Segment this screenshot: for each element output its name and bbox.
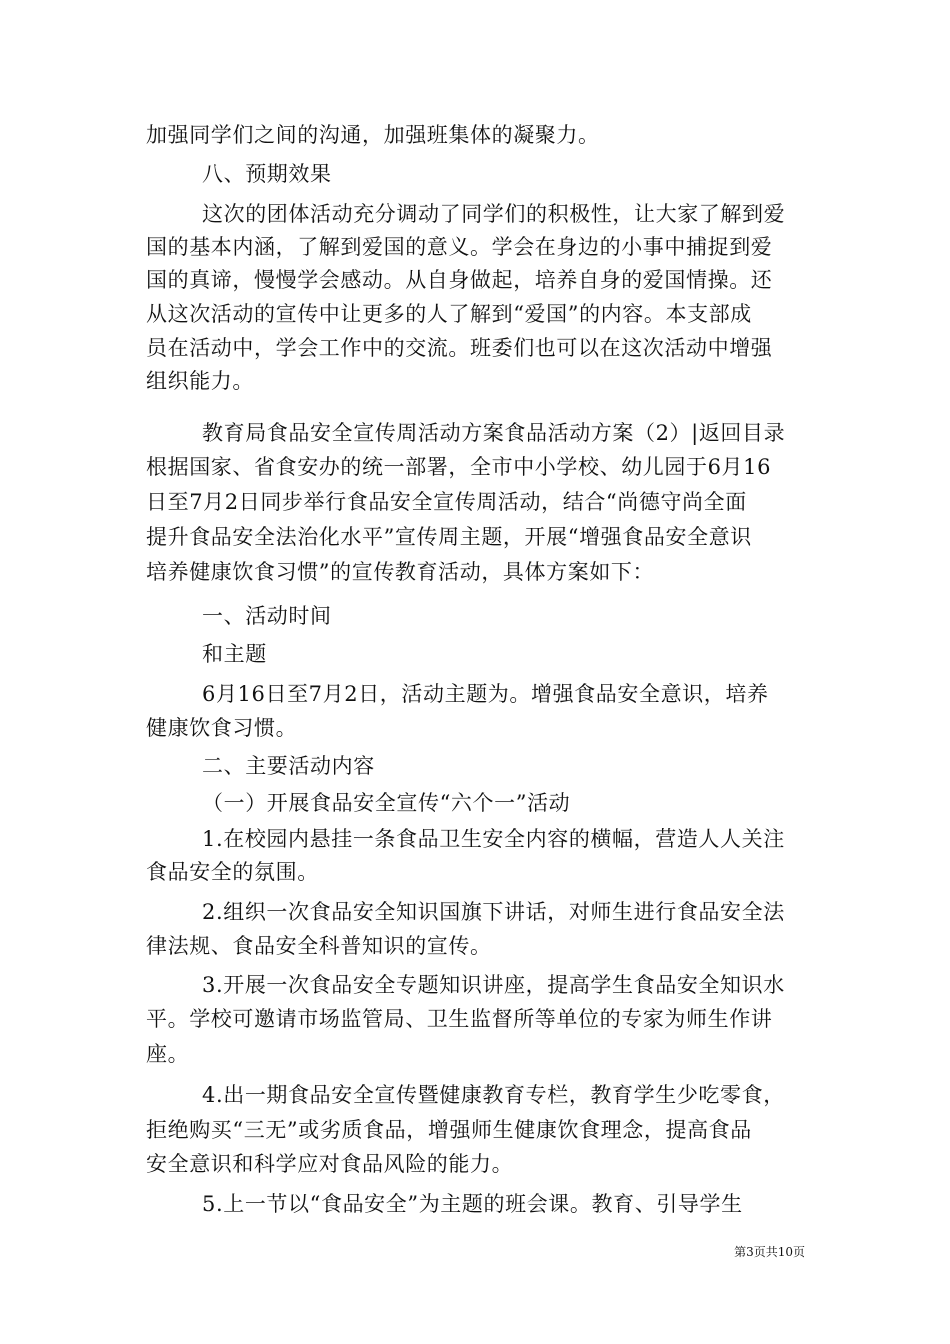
text-line: 日至7月2日同步举行食品安全宣传周活动，结合“尚德守尚全面 bbox=[146, 490, 747, 514]
text-line: 座。 bbox=[146, 1042, 190, 1066]
subsection-heading: （一）开展食品安全宣传“六个一”活动 bbox=[202, 791, 571, 815]
section-heading: 八、预期效果 bbox=[202, 162, 332, 186]
text-line: 健康饮食习惯。 bbox=[146, 716, 298, 740]
section-heading: 和主题 bbox=[202, 642, 267, 666]
text-line: 从这次活动的宣传中让更多的人了解到“爱国”的内容。本支部成 bbox=[146, 302, 752, 326]
text-line: 根据国家、省食安办的统一部署，全市中小学校、幼儿园于6月16 bbox=[146, 455, 772, 479]
text-line: 加强同学们之间的沟通，加强班集体的凝聚力。 bbox=[146, 123, 600, 147]
text-line: 员在活动中，学会工作中的交流。班委们也可以在这次活动中增强 bbox=[146, 336, 773, 360]
text-line: 教育局食品安全宣传周活动方案食品活动方案（2）|返回目录 bbox=[202, 421, 786, 445]
page-number: 第3页共10页 bbox=[734, 1245, 805, 1259]
list-item: 2.组织一次食品安全知识国旗下讲话，对师生进行食品安全法 bbox=[202, 900, 785, 924]
list-item: 4.出一期食品安全宣传暨健康教育专栏，教育学生少吃零食， bbox=[202, 1083, 785, 1107]
text-line: 食品安全的氛围。 bbox=[146, 860, 319, 884]
list-item: 3.开展一次食品安全专题知识讲座，提高学生食品安全知识水 bbox=[202, 973, 785, 997]
text-line: 这次的团体活动充分调动了同学们的积极性，让大家了解到爱 bbox=[202, 202, 786, 226]
text-line: 国的基本内涵，了解到爱国的意义。学会在身边的小事中捕捉到爱 bbox=[146, 235, 773, 259]
list-item: 1.在校园内悬挂一条食品卫生安全内容的横幅，营造人人关注 bbox=[202, 827, 785, 851]
text-line: 安全意识和科学应对食品风险的能力。 bbox=[146, 1152, 514, 1176]
text-line: 组织能力。 bbox=[146, 369, 254, 393]
text-line: 平。学校可邀请市场监管局、卫生监督所等单位的专家为师生作讲 bbox=[146, 1007, 773, 1031]
section-heading: 一、活动时间 bbox=[202, 604, 332, 628]
list-item: 5.上一节以“食品安全”为主题的班会课。教育、引导学生 bbox=[202, 1192, 743, 1216]
text-line: 拒绝购买“三无”或劣质食品，增强师生健康饮食理念，提高食品 bbox=[146, 1118, 752, 1142]
text-line: 律法规、食品安全科普知识的宣传。 bbox=[146, 934, 492, 958]
section-heading: 二、主要活动内容 bbox=[202, 754, 375, 778]
text-line: 培养健康饮食习惯”的宣传教育活动，具体方案如下： bbox=[146, 560, 655, 584]
text-line: 6月16日至7月2日，活动主题为。增强食品安全意识，培养 bbox=[202, 682, 769, 706]
text-line: 提升食品安全法治化水平”宣传周主题，开展“增强食品安全意识 bbox=[146, 525, 752, 549]
text-line: 国的真谛，慢慢学会感动。从自身做起，培养自身的爱国情操。还 bbox=[146, 268, 773, 292]
